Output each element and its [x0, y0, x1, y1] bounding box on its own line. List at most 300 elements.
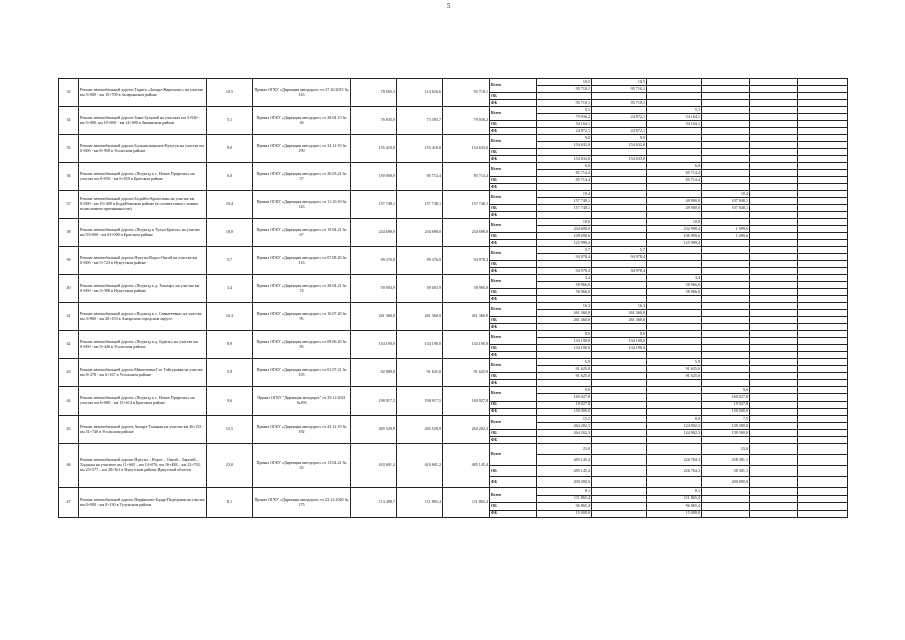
total-value: 95 710,1: [443, 79, 490, 107]
road-length: 8,1: [207, 488, 253, 518]
amount-by-year: [702, 261, 750, 268]
amount-by-year: [592, 510, 647, 518]
length-by-year: 9,0: [592, 135, 647, 142]
amount-by-year: [592, 240, 647, 247]
amount-by-year: [798, 324, 848, 331]
amount-by-year: [750, 338, 798, 345]
amount-by-year: [702, 170, 750, 177]
amount-by-year: 106 999,0: [647, 233, 702, 240]
length-by-year: [750, 444, 798, 455]
approval-document: Приказ ОГКУ «Дирекция автодорог» от 25.12.19 № 192: [253, 416, 351, 444]
amount-by-year: [647, 93, 702, 100]
total-value: 234 698,0: [443, 219, 490, 247]
amount-by-year: [592, 466, 647, 477]
amount-by-year: [798, 177, 848, 184]
length-by-year: [798, 247, 848, 254]
amount-by-year: [702, 510, 750, 518]
funding-source: Всего: [490, 303, 537, 317]
amount-by-year: [592, 366, 647, 373]
funding-source: ОБ: [490, 233, 537, 240]
amount-by-year: [750, 503, 798, 511]
amount-by-year: 79 036,2: [537, 114, 592, 121]
funding-source: ОБ: [490, 503, 537, 511]
amount-by-year: [592, 170, 647, 177]
length-by-year: [702, 359, 750, 366]
funding-source: ОБ: [490, 289, 537, 296]
table-row: [59, 247, 848, 254]
amount-by-year: [702, 93, 750, 100]
amount-by-year: [702, 212, 750, 219]
funding-source: Всего: [490, 275, 537, 289]
amount-by-year: [750, 324, 798, 331]
amount-by-year: [647, 268, 702, 275]
funding-source: Всего: [490, 163, 537, 177]
amount-by-year: [798, 114, 848, 121]
table-row: [59, 163, 848, 170]
amount-by-year: [592, 437, 647, 444]
amount-by-year: 58 966,0: [537, 282, 592, 289]
amount-by-year: 19 027,8: [702, 401, 750, 408]
amount-by-year: 91 625,0: [537, 373, 592, 380]
amount-by-year: [798, 226, 848, 233]
funding-source: ОБ: [490, 401, 537, 408]
amount-by-year: [798, 408, 848, 415]
length-by-year: [702, 488, 750, 496]
table-row: [59, 359, 848, 366]
amount-by-year: [647, 254, 702, 261]
contract-value: 157 748,1: [397, 191, 443, 219]
amount-by-year: 226 764,3: [647, 455, 702, 466]
length-by-year: [702, 247, 750, 254]
amount-by-year: [702, 128, 750, 135]
length-by-year: 8,1: [647, 488, 702, 496]
amount-by-year: [750, 345, 798, 352]
amount-by-year: 91 625,0: [647, 366, 702, 373]
estimate-value: 265 529,9: [351, 416, 397, 444]
road-length: 15,5: [207, 416, 253, 444]
amount-by-year: 54 164,1: [647, 114, 702, 121]
funding-source: Всего: [490, 219, 537, 233]
table-row: [59, 107, 848, 114]
amount-by-year: 264 202,3: [537, 430, 592, 437]
amount-by-year: 85 714,4: [647, 177, 702, 184]
amount-by-year: [592, 394, 647, 401]
funding-source: Всего: [490, 135, 537, 149]
amount-by-year: 24 872,1: [592, 114, 647, 121]
road-name: Ремонт автомобильной дороги Нукуты-Ворот-Онгой на участке км 0+000 - км 5+723 в Нукутском районе: [79, 247, 207, 275]
amount-by-year: [592, 282, 647, 289]
funding-source: ОБ: [490, 345, 537, 352]
approval-document: Приказ ОГКУ «Дирекция автодорог» от 26.03.21 № 37: [253, 163, 351, 191]
length-by-year: 16,3: [592, 303, 647, 310]
estimate-value: 59 003,9: [351, 275, 397, 303]
amount-by-year: [592, 296, 647, 303]
amount-by-year: 134 190,0: [592, 338, 647, 345]
length-by-year: [798, 387, 848, 394]
contract-value: 59 003,9: [397, 275, 443, 303]
total-value: 169 027,8: [443, 387, 490, 416]
length-by-year: 10,5: [537, 79, 592, 86]
row-number: 39: [59, 247, 79, 275]
amount-by-year: [798, 352, 848, 359]
amount-by-year: [537, 380, 592, 387]
amount-by-year: [647, 394, 702, 401]
total-value: 111 865,4: [443, 488, 490, 518]
amount-by-year: [537, 149, 592, 156]
length-by-year: 23,0: [537, 444, 592, 455]
amount-by-year: [537, 184, 592, 191]
total-value: 134 190,0: [443, 331, 490, 359]
amount-by-year: 154 633,0: [537, 142, 592, 149]
amount-by-year: [592, 380, 647, 387]
amount-by-year: [798, 261, 848, 268]
funding-source: Всего: [490, 488, 537, 503]
amount-by-year: [647, 100, 702, 107]
length-by-year: 15,5: [537, 416, 592, 423]
road-length: 10,5: [207, 79, 253, 107]
road-name: Ремонт автомобильной дороги «Подъезд к д. Буреть» на участке км 0+000 - км 9+446 в Усольском районе: [79, 331, 207, 359]
amount-by-year: [750, 310, 798, 317]
length-by-year: [798, 135, 848, 142]
length-by-year: [647, 331, 702, 338]
amount-by-year: [798, 121, 848, 128]
funding-source: Всего: [490, 191, 537, 205]
table-row: [59, 331, 848, 338]
amount-by-year: 154 633,0: [592, 142, 647, 149]
amount-by-year: 261 360,0: [537, 310, 592, 317]
amount-by-year: [750, 86, 798, 93]
length-by-year: [647, 247, 702, 254]
contract-value: 91 625,0: [397, 359, 443, 387]
funding-source: Всего: [490, 247, 537, 261]
amount-by-year: [750, 466, 798, 477]
amount-by-year: [592, 430, 647, 437]
amount-by-year: 232 998,4: [647, 226, 702, 233]
table-row: [59, 191, 848, 198]
length-by-year: 6,0: [647, 163, 702, 170]
amount-by-year: [750, 156, 798, 163]
amount-by-year: [798, 366, 848, 373]
length-by-year: [798, 488, 848, 496]
funding-source: ОБ: [490, 261, 537, 268]
amount-by-year: [702, 100, 750, 107]
amount-by-year: [647, 149, 702, 156]
amount-by-year: [798, 455, 848, 466]
amount-by-year: [750, 212, 798, 219]
amount-by-year: 95 710,1: [592, 100, 647, 107]
amount-by-year: 94 978,4: [537, 268, 592, 275]
length-by-year: [798, 416, 848, 423]
length-by-year: 5,1: [647, 107, 702, 114]
length-by-year: 3,4: [647, 275, 702, 282]
amount-by-year: [647, 324, 702, 331]
funding-source: ФБ: [490, 184, 537, 191]
road-name: Ремонт автомобильной дороги Зима-Зулумай на участках км 3+920 - км 5+000, км 10+000 - км 14+000 в Зиминском районе: [79, 107, 207, 135]
length-by-year: 16,3: [537, 303, 592, 310]
estimate-value: 92 089,0: [351, 359, 397, 387]
amount-by-year: 264 202,3: [537, 423, 592, 430]
amount-by-year: [702, 373, 750, 380]
estimate-value: 234 698,0: [351, 219, 397, 247]
amount-by-year: [537, 93, 592, 100]
amount-by-year: 200 000,0: [702, 477, 750, 488]
amount-by-year: [798, 373, 848, 380]
row-number: 42: [59, 331, 79, 359]
amount-by-year: [750, 289, 798, 296]
amount-by-year: [647, 408, 702, 415]
row-number: 45: [59, 416, 79, 444]
amount-by-year: [702, 437, 750, 444]
amount-by-year: 261 360,0: [537, 317, 592, 324]
amount-by-year: [798, 380, 848, 387]
amount-by-year: [702, 317, 750, 324]
amount-by-year: [647, 156, 702, 163]
approval-document: Приказ ОГКУ «Дирекция автодорог» от 07.08.20 № 116: [253, 247, 351, 275]
funding-source: ФБ: [490, 408, 537, 415]
length-by-year: [750, 163, 798, 170]
length-by-year: [592, 416, 647, 423]
contract-value: 198 917,5: [397, 387, 443, 416]
approval-document: Приказ ОГКУ «Дирекция автодорог» от 22.12.2020 № 175: [253, 488, 351, 518]
amount-by-year: 94 978,4: [592, 254, 647, 261]
row-number: 35: [59, 135, 79, 163]
funding-source: ФБ: [490, 296, 537, 303]
amount-by-year: [750, 296, 798, 303]
funding-source: ФБ: [490, 268, 537, 275]
amount-by-year: [798, 254, 848, 261]
amount-by-year: 58 966,0: [647, 289, 702, 296]
amount-by-year: 226 764,3: [647, 466, 702, 477]
contract-value: 261 360,0: [397, 303, 443, 331]
approval-document: Приказ ОГКУ «Дирекция автодорог» от 24.12.19 № 190: [253, 135, 351, 163]
amount-by-year: [750, 352, 798, 359]
amount-by-year: [647, 477, 702, 488]
amount-by-year: [592, 261, 647, 268]
amount-by-year: [702, 240, 750, 247]
amount-by-year: [592, 121, 647, 128]
length-by-year: [647, 191, 702, 198]
length-by-year: 8,0: [647, 416, 702, 423]
road-name: Ремонт автомобильной дороги Большеокинское-Кулугук на участке км 0+000 - км 8+958 в Усольском районе: [79, 135, 207, 163]
length-by-year: [798, 303, 848, 310]
amount-by-year: 124 902,3: [647, 430, 702, 437]
amount-by-year: [798, 430, 848, 437]
amount-by-year: 85 714,4: [647, 170, 702, 177]
estimate-value: 76 835,0: [351, 107, 397, 135]
length-by-year: [750, 416, 798, 423]
funding-source: ОБ: [490, 177, 537, 184]
amount-by-year: 157 748,1: [537, 198, 592, 205]
amount-by-year: [798, 184, 848, 191]
funding-source: ФБ: [490, 324, 537, 331]
length-by-year: 10,4: [702, 191, 750, 198]
amount-by-year: [750, 142, 798, 149]
table-row: [59, 275, 848, 282]
table-row: [59, 219, 848, 226]
row-number: 47: [59, 488, 79, 518]
table-row: [59, 79, 848, 86]
amount-by-year: 111 865,4: [537, 495, 592, 503]
amount-by-year: [798, 156, 848, 163]
length-by-year: 9,6: [537, 387, 592, 394]
contract-value: 111 865,4: [397, 488, 443, 518]
amount-by-year: 54 164,1: [647, 121, 702, 128]
amount-by-year: [702, 380, 750, 387]
road-length: 23,0: [207, 444, 253, 488]
amount-by-year: [537, 296, 592, 303]
amount-by-year: 285 145,4: [537, 466, 592, 477]
amount-by-year: [702, 114, 750, 121]
amount-by-year: [798, 233, 848, 240]
amount-by-year: [647, 401, 702, 408]
length-by-year: [750, 191, 798, 198]
amount-by-year: [537, 212, 592, 219]
amount-by-year: 111 865,4: [647, 495, 702, 503]
length-by-year: [592, 191, 647, 198]
funding-source: ФБ: [490, 352, 537, 359]
contract-value: 410 601,2: [397, 444, 443, 488]
length-by-year: [647, 444, 702, 455]
funding-source: ФБ: [490, 510, 537, 518]
page-number: 5: [447, 2, 451, 10]
amount-by-year: [702, 149, 750, 156]
amount-by-year: 200 000,0: [537, 477, 592, 488]
amount-by-year: [798, 268, 848, 275]
amount-by-year: [702, 282, 750, 289]
length-by-year: [702, 275, 750, 282]
funding-source: ФБ: [490, 128, 537, 135]
total-value: 264 202,3: [443, 416, 490, 444]
amount-by-year: [798, 401, 848, 408]
estimate-value: 113 498,7: [351, 488, 397, 518]
length-by-year: 7,5: [702, 416, 750, 423]
length-by-year: 3,4: [537, 275, 592, 282]
amount-by-year: 154 633,0: [537, 156, 592, 163]
amount-by-year: [750, 114, 798, 121]
amount-by-year: [537, 261, 592, 268]
total-value: 94 978,4: [443, 247, 490, 275]
amount-by-year: [798, 198, 848, 205]
amount-by-year: 1 699,6: [702, 226, 750, 233]
amount-by-year: 96 865,4: [537, 503, 592, 511]
amount-by-year: [798, 142, 848, 149]
amount-by-year: [750, 261, 798, 268]
amount-by-year: [798, 394, 848, 401]
road-length: 10,0: [207, 219, 253, 247]
length-by-year: [750, 107, 798, 114]
amount-by-year: 58 966,0: [647, 282, 702, 289]
total-value: 91 625,0: [443, 359, 490, 387]
length-by-year: [750, 79, 798, 86]
amount-by-year: [592, 177, 647, 184]
length-by-year: [798, 107, 848, 114]
amount-by-year: 1 699,6: [702, 233, 750, 240]
length-by-year: [798, 219, 848, 226]
amount-by-year: [647, 437, 702, 444]
estimate-value: 261 360,0: [351, 303, 397, 331]
length-by-year: 5,7: [592, 247, 647, 254]
amount-by-year: [647, 184, 702, 191]
amount-by-year: [592, 205, 647, 212]
amount-by-year: [798, 289, 848, 296]
road-length: 8,9: [207, 331, 253, 359]
amount-by-year: [647, 345, 702, 352]
road-length: 16,3: [207, 303, 253, 331]
amount-by-year: [750, 510, 798, 518]
amount-by-year: [702, 156, 750, 163]
length-by-year: [592, 359, 647, 366]
amount-by-year: [798, 296, 848, 303]
approval-document: Приказ ОГКУ «Дирекция автодорог» от 01.07.21 № 105: [253, 359, 351, 387]
total-value: 79 036,2: [443, 107, 490, 135]
length-by-year: 6,0: [537, 163, 592, 170]
amount-by-year: [702, 121, 750, 128]
amount-by-year: [750, 408, 798, 415]
length-by-year: 5,9: [647, 359, 702, 366]
amount-by-year: [647, 296, 702, 303]
road-name: Ремонт автомобильной дороги Нукуты – Ворот – Онгой – Закулей – Хадахан на участках км 11+665 – км 14+076, км 16+488 – км 22+702, км 23+577 – км 38+361 в Нукутском районе Иркутской области: [79, 444, 207, 488]
amount-by-year: [750, 121, 798, 128]
amount-by-year: 150 000,0: [537, 408, 592, 415]
amount-by-year: 58 381,1: [702, 466, 750, 477]
road-name: Ремонт автомобильной дороги Бодайбо-Кропоткин на участке км 0+000 - км 10+400 в Бодайбинском районе (в соответствии с новым исчислением протяженности): [79, 191, 207, 219]
amount-by-year: [750, 254, 798, 261]
amount-by-year: [702, 142, 750, 149]
amount-by-year: [750, 495, 798, 503]
amount-by-year: 234 698,0: [537, 226, 592, 233]
amount-by-year: [750, 380, 798, 387]
funding-source: Всего: [490, 107, 537, 121]
amount-by-year: 91 625,0: [537, 366, 592, 373]
estimate-value: 78 565,3: [351, 79, 397, 107]
length-by-year: 8,1: [537, 488, 592, 496]
amount-by-year: [592, 423, 647, 430]
length-by-year: 5,9: [537, 359, 592, 366]
amount-by-year: [702, 345, 750, 352]
length-by-year: [647, 135, 702, 142]
contract-value: 114 616,6: [397, 79, 443, 107]
length-by-year: 23,0: [702, 444, 750, 455]
amount-by-year: 95 710,1: [537, 100, 592, 107]
amount-by-year: 139 300,0: [702, 423, 750, 430]
amount-by-year: [647, 86, 702, 93]
amount-by-year: [592, 149, 647, 156]
amount-by-year: 19 027,8: [537, 401, 592, 408]
contract-value: 99 376,0: [397, 247, 443, 275]
amount-by-year: 169 027,8: [537, 394, 592, 401]
estimate-value: 157 748,1: [351, 191, 397, 219]
table-row: [59, 387, 848, 394]
amount-by-year: [750, 317, 798, 324]
amount-by-year: [798, 495, 848, 503]
row-number: 44: [59, 387, 79, 416]
length-by-year: [798, 444, 848, 455]
amount-by-year: [750, 373, 798, 380]
amount-by-year: 96 865,4: [647, 503, 702, 511]
amount-by-year: 107 848,1: [702, 198, 750, 205]
amount-by-year: [537, 324, 592, 331]
length-by-year: [798, 275, 848, 282]
estimate-value: 150 000,0: [351, 163, 397, 191]
amount-by-year: [750, 455, 798, 466]
amount-by-year: 94 978,4: [537, 254, 592, 261]
approval-document: Приказ ОГКУ «Дирекция автодорог» от 09.06.20 № 83: [253, 331, 351, 359]
amount-by-year: [592, 233, 647, 240]
length-by-year: [798, 331, 848, 338]
funding-source: ФБ: [490, 100, 537, 107]
road-name: Ремонт автомобильной дороги Перфилово-Бадар-Подгорная на участке км 0+000 - км 8+130 в Тулунском районе: [79, 488, 207, 518]
row-number: 43: [59, 359, 79, 387]
